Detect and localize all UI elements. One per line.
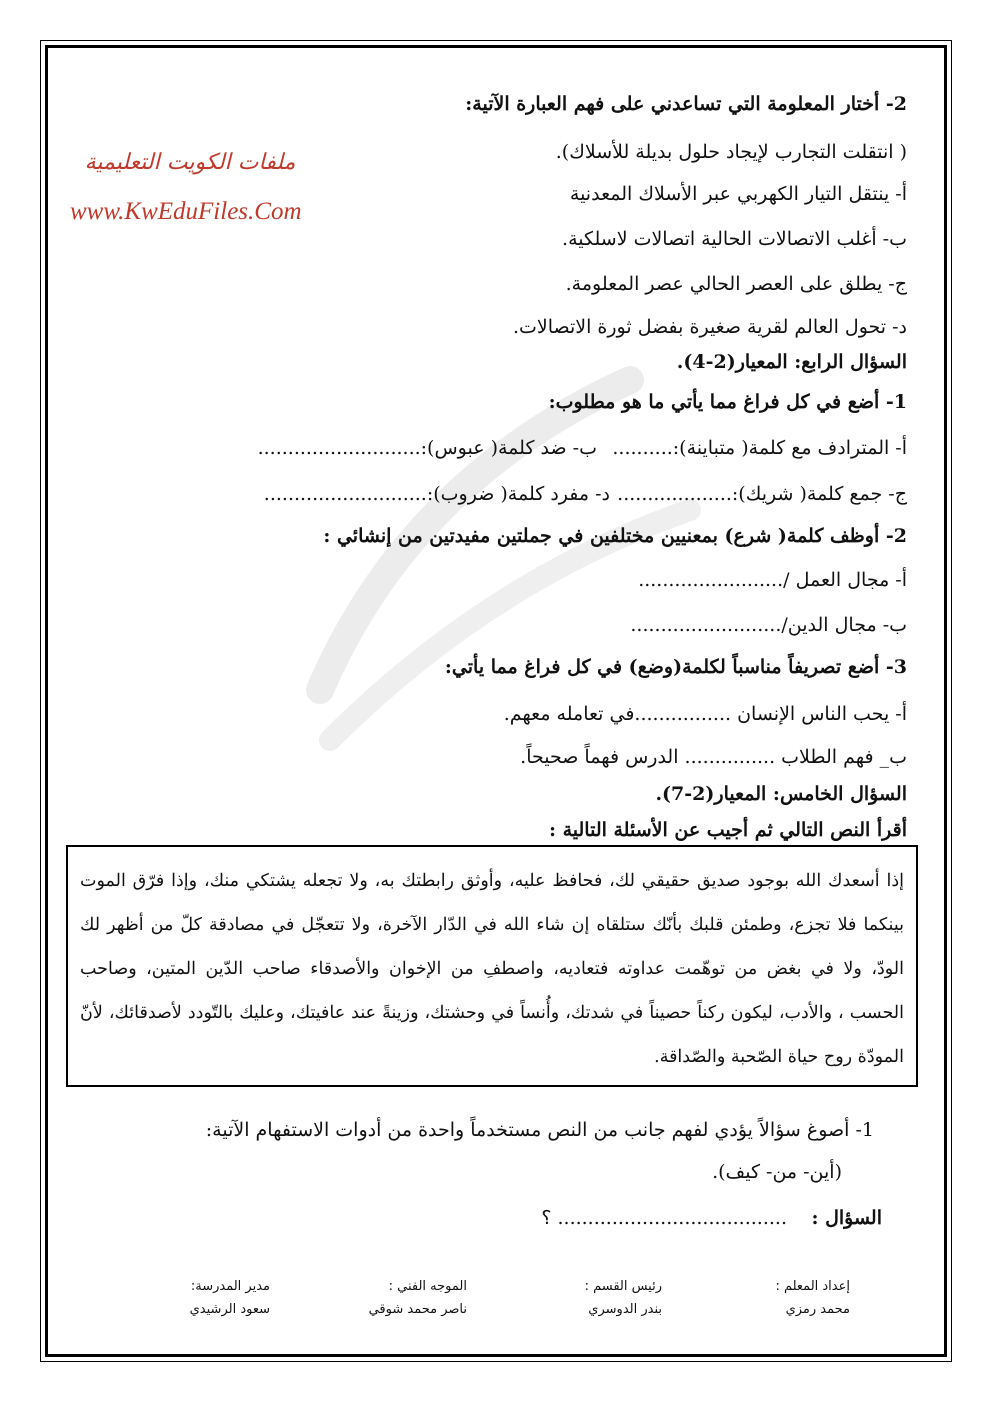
q3-2-option-b: ب- أغلب الاتصالات الحالية اتصالات لاسلكية. — [562, 228, 907, 250]
q5-title: السؤال الخامس: المعيار(2-7). — [655, 783, 907, 805]
q3-2-statement: ( انتقلت التجارب لإيجاد حلول بديلة للأسلاك). — [555, 141, 907, 163]
watermark-url: www.KwEduFiles.Com — [70, 198, 302, 225]
signature-name: بندر الدوسري — [588, 1302, 662, 1317]
q4-3-heading: 3- أضع تصريفاً مناسباً لكلمة(وضع) في كل فراغ مما يأتي: — [444, 656, 907, 678]
reading-passage-box — [66, 845, 918, 1087]
q3-2-option-c: ج- يطلق على العصر الحالي عصر المعلومة. — [565, 273, 907, 295]
signature-head-of-department — [585, 1275, 662, 1321]
signature-principal — [190, 1275, 270, 1321]
signature-name: محمد رمزي — [785, 1302, 850, 1317]
q4-2-b: ب- مجال الدين/......................... — [630, 614, 907, 636]
q4-1-a: أ- المترادف مع كلمة( متباينة):.......... — [612, 437, 907, 459]
q5-1-heading: 1- أصوغ سؤالاً يؤدي لفهم جانب من النص مستخدماً واحدة من أدوات الاستفهام الآتية: — [205, 1119, 874, 1141]
q3-2-option-a: أ- ينتقل التيار الكهربي عبر الأسلاك المعدنية — [569, 183, 907, 205]
signature-name: ناصر محمد شوقي — [368, 1302, 467, 1317]
q5-1-tools: (أين- من- كيف). — [712, 1161, 842, 1183]
signature-title: إعداد المعلم : — [775, 1279, 850, 1294]
answer-line: ...................................... ؟ — [541, 1207, 787, 1229]
q4-1-heading: 1- أضع في كل فراغ مما يأتي ما هو مطلوب: — [548, 391, 907, 413]
signature-title: الموجه الفني : — [388, 1279, 467, 1294]
signature-teacher — [775, 1275, 850, 1321]
q4-2-a: أ- مجال العمل /........................ — [638, 569, 907, 591]
q4-3-b: ب_ فهم الطلاب ............... الدرس فهماً صحيحاً. — [520, 746, 907, 768]
answer-label: السؤال : — [811, 1207, 882, 1229]
q4-1-d: د- مفرد كلمة( ضروب):........................... — [263, 483, 610, 505]
q3-2-heading: 2- أختار المعلومة التي تساعدني على فهم العبارة الآتية: — [465, 93, 907, 115]
q4-3-a: أ- يحب الناس الإنسان ................في تعامله معهم. — [503, 703, 907, 725]
signature-title: مدير المدرسة: — [190, 1279, 270, 1294]
signature-title: رئيس القسم : — [584, 1279, 662, 1294]
q5-instruction: أقرأ النص التالي ثم أجيب عن الأسئلة التالية : — [548, 819, 907, 841]
signature-name: سعود الرشيدي — [189, 1302, 270, 1317]
reading-passage-text: إذا أسعدك الله بوجود صديق حقيقي لك، فحافظ عليه، وأوثق رابطتك به، ولا تجعله يشتكي منك، وإذا فرّق الموت بينكما فلا تجزع، وطمئن قلبك بأنّك ستلقاه إن شاء الله في الدّار الآخرة، ولا تتعجّل في مصادقة كلّ من أظهر لك الودّ، ولا في بغض من توهّمت عداوته فتعاديه، واصطفِ من الإخوان والأصدقاء صاحب الدّين المتين، وصاحب الحسب ، والأدب، ليكون ركناً حصيناً في شدتك، وأُنساً في وحشتك، وزينةً عند عافيتك، وعليك بالتّودد لأصدقائك، لأنّ المودّة روح حياة الصّحبة والصّداقة. — [80, 871, 904, 1067]
signature-supervisor — [369, 1275, 467, 1321]
q4-1-b: ب- ضد كلمة( عبوس):........................... — [257, 437, 597, 459]
q4-1-c: ج- جمع كلمة( شريك):................... — [617, 483, 907, 505]
q3-2-option-d: د- تحول العالم لقرية صغيرة بفضل ثورة الاتصالات. — [512, 316, 907, 338]
q4-2-heading: 2- أوظف كلمة( شرع) بمعنيين مختلفين في جملتين مفيدتين من إنشائي : — [323, 525, 907, 547]
q4-title: السؤال الرابع: المعيار(2-4). — [676, 351, 907, 373]
watermark-arabic: ملفات الكويت التعليمية — [84, 150, 296, 175]
